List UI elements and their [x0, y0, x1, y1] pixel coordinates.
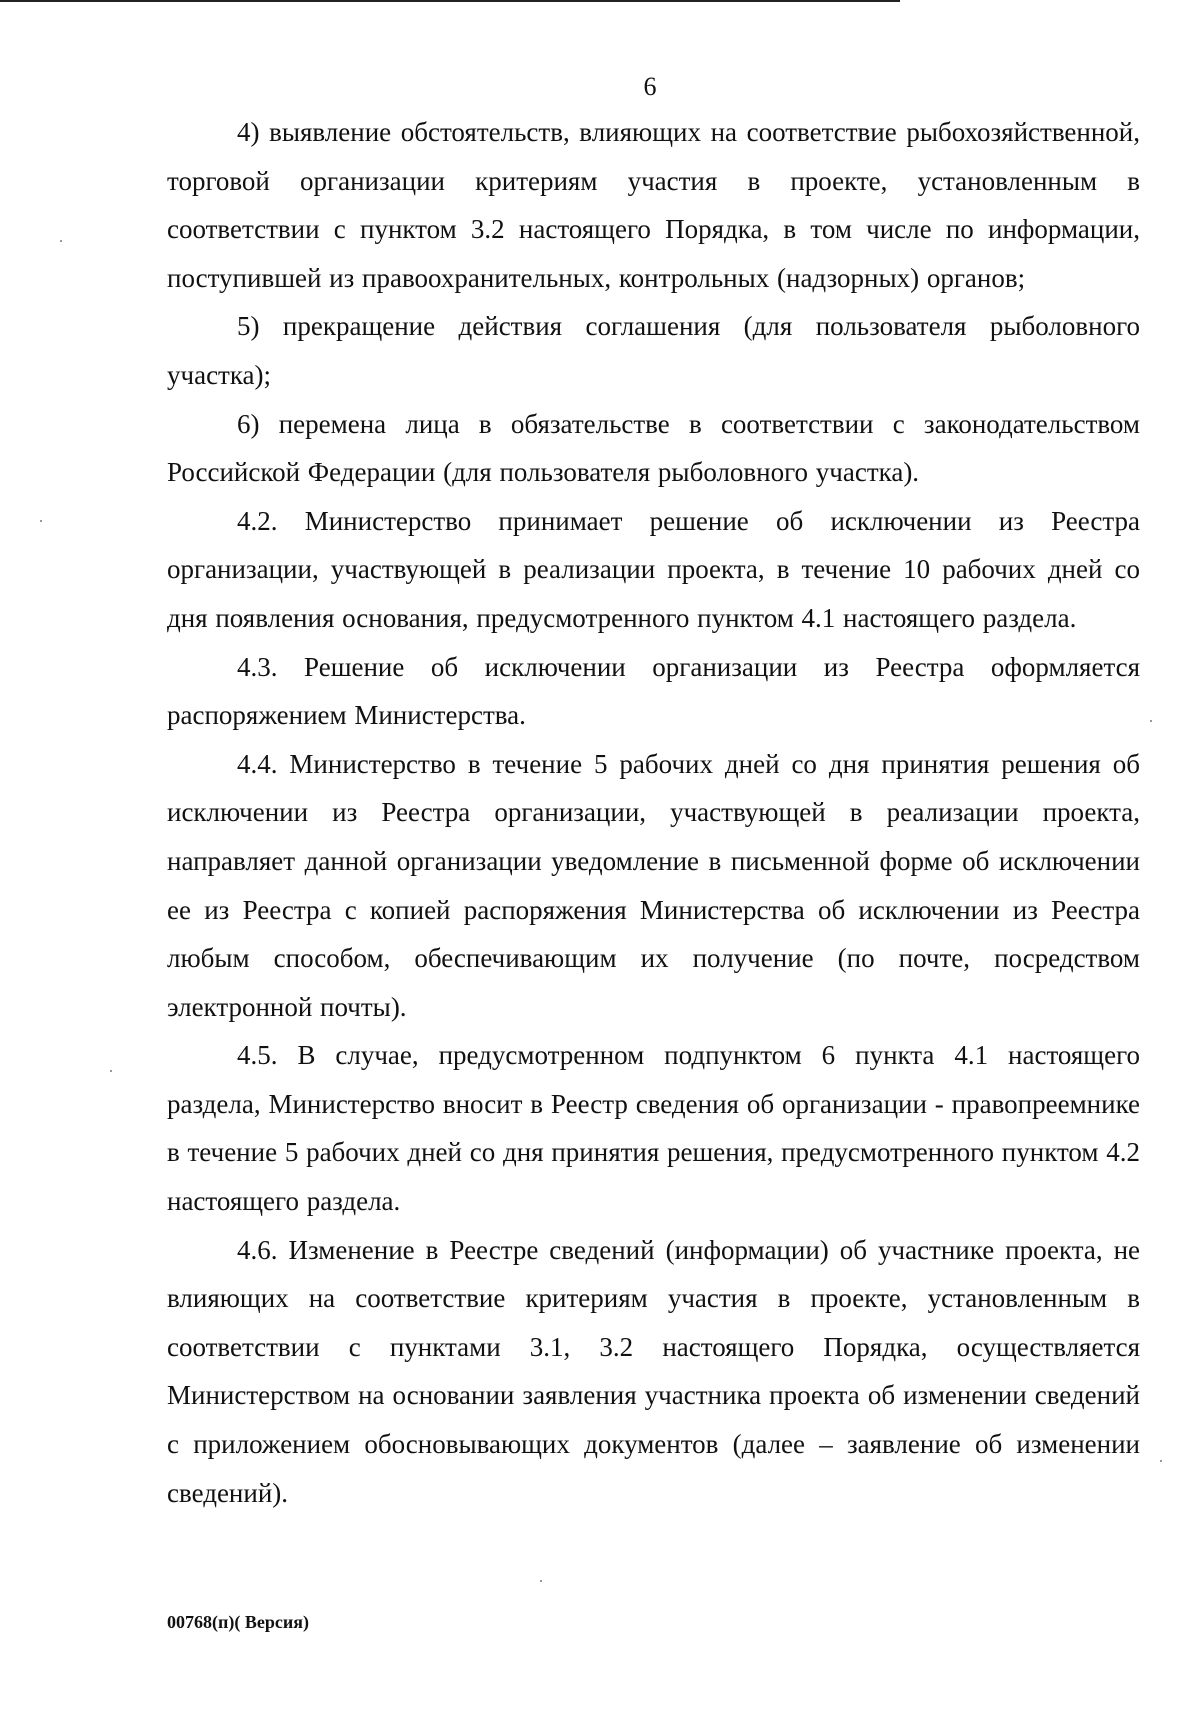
paragraph-4-6: 4.6. Изменение в Реестре сведений (информации) об участнике проекта, не влияющих на соответствие критериям участия в проекте, установленным в соответствии с пунктами 3.1, 3.2 настоящего Порядка, осуществляется Министерством на основании заявления участника проекта об изменении сведений с приложением обосновывающих документов (далее – заявление об изменении сведений).: [167, 1234, 1140, 1508]
scan-speck: [1160, 1460, 1162, 1462]
page-number: 6: [643, 72, 657, 101]
footer-document-code: 00768(п)( Версия): [167, 1612, 309, 1632]
paragraph-4-4: 4.4. Министерство в течение 5 рабочих дней со дня принятия решения об исключении из Реестра организации, участвующей в реализации проекта, направляет данной организации уведомление в письменной форме об исключении ее из Реестра с копией распоряжения Министерства об исключении из Реестра любым способом, обеспечивающим их получение (по почте, посредством электронной почты).: [167, 748, 1140, 1022]
paragraph-4-2: 4.2. Министерство принимает решение об исключении из Реестра организации, участвующей в реализации проекта, в течение 10 рабочих дней со дня появления основания, предусмотренного пунктом 4.1 настоящего раздела.: [167, 505, 1140, 633]
paragraph-4-3: 4.3. Решение об исключении организации из Реестра оформляется распоряжением Министерства.: [167, 651, 1140, 731]
scan-speck: [60, 240, 62, 242]
top-rule: [0, 0, 900, 2]
scan-speck: [1150, 720, 1152, 722]
paragraph-4-1-item-6: 6) перемена лица в обязательстве в соответствии с законодательством Российской Федерации (для пользователя рыболовного участка).: [167, 408, 1140, 488]
scan-speck: [540, 1580, 542, 1582]
document-body: [167, 108, 1140, 1517]
paragraph-4-1-item-4: 4) выявление обстоятельств, влияющих на соответствие рыбохозяйственной, торговой организации критериям участия в проекте, установленным в соответствии с пунктом 3.2 настоящего Порядка, в том числе по информации, поступившей из правоохранительных, контрольных (надзорных) органов;: [167, 117, 1140, 293]
scan-speck: [110, 1070, 112, 1072]
scan-speck: [40, 520, 42, 522]
paragraph-4-1-item-5: 5) прекращение действия соглашения (для пользователя рыболовного участка);: [167, 311, 1140, 390]
paragraph-4-5: 4.5. В случае, предусмотренном подпунктом 6 пункта 4.1 настоящего раздела, Министерство вносит в Реестр сведения об организации - правопреемнике в течение 5 рабочих дней со дня принятия решения, предусмотренного пунктом 4.2 настоящего раздела.: [167, 1040, 1140, 1217]
